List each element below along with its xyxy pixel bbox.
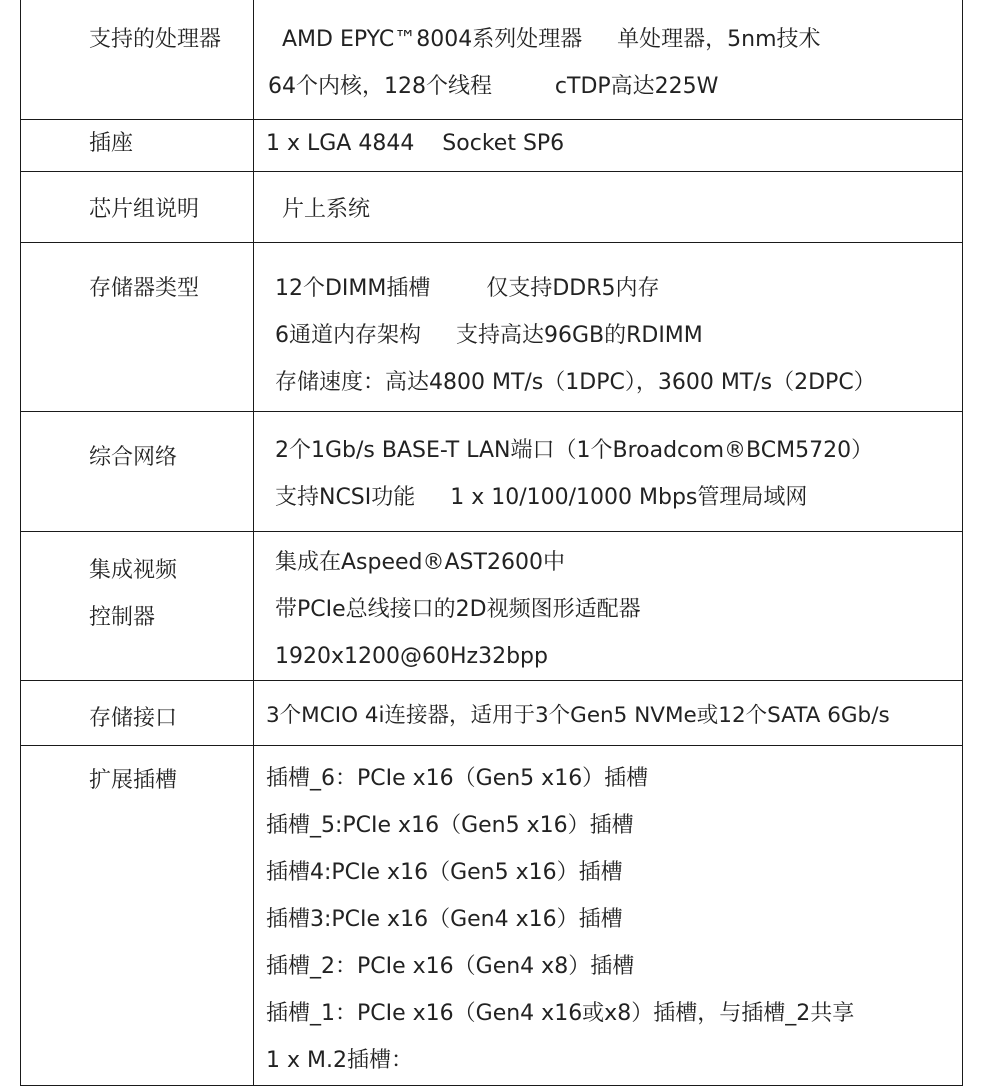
spec-value-cell [254, 681, 963, 746]
spec-row-memory [21, 243, 963, 412]
spec-row-network [21, 412, 963, 532]
spec-label-cell [21, 0, 254, 120]
spec-value-line: 12个DIMM插槽 仅支持DDR5内存 [268, 276, 660, 301]
spec-value-line: 1 x LGA 4844 Socket SP6 [266, 131, 565, 156]
spec-row-storage-interface [21, 681, 963, 746]
spec-value-line: 2个1Gb/s BASE-T LAN端口（1个Broadcom®BCM5720） [268, 438, 874, 463]
spec-value-cell [254, 0, 963, 120]
spec-value-line: 插槽4:PCIe x16（Gen5 x16）插槽 [266, 860, 623, 885]
spec-row-expansion [21, 746, 963, 1086]
spec-value-line: 1920x1200@60Hz32bpp [268, 644, 548, 669]
spec-label: 插座 [89, 131, 134, 156]
spec-value-cell [254, 412, 963, 532]
spec-label: 芯片组说明 [89, 197, 200, 222]
spec-label-cell [21, 412, 254, 532]
spec-row-chipset [21, 172, 963, 243]
spec-value-line: 支持NCSI功能 1 x 10/100/1000 Mbps管理局域网 [268, 485, 808, 510]
spec-label: 支持的处理器 [89, 27, 222, 52]
spec-row-video [21, 532, 963, 681]
spec-value-line: 集成在Aspeed®AST2600中 [268, 550, 565, 575]
spec-value-line: 带PCIe总线接口的2D视频图形适配器 [268, 597, 641, 622]
spec-value-line: 插槽_5:PCIe x16（Gen5 x16）插槽 [266, 813, 634, 838]
spec-value-cell [254, 243, 963, 412]
spec-table [20, 0, 963, 1086]
spec-value-line: 插槽_1：PCIe x16（Gen4 x16或x8）插槽，与插槽_2共享 [266, 1001, 855, 1026]
spec-label: 扩展插槽 [89, 768, 178, 793]
spec-value-cell [254, 746, 963, 1086]
spec-value-cell [254, 172, 963, 243]
spec-label-cell [21, 120, 254, 172]
spec-label: 控制器 [89, 605, 156, 630]
spec-value-line: 插槽_2：PCIe x16（Gen4 x8）插槽 [266, 954, 635, 979]
spec-label: 集成视频 [89, 558, 178, 583]
spec-label-cell [21, 243, 254, 412]
spec-label-cell [21, 681, 254, 746]
spec-value-line: 插槽3:PCIe x16（Gen4 x16）插槽 [266, 907, 623, 932]
spec-label: 综合网络 [89, 445, 178, 470]
spec-value-line: 存储速度：高达4800 MT/s（1DPC），3600 MT/s（2DPC） [268, 370, 876, 395]
spec-value-cell [254, 532, 963, 681]
spec-value-line: 插槽_6：PCIe x16（Gen5 x16）插槽 [266, 766, 649, 791]
spec-label-cell [21, 746, 254, 1086]
spec-value-line: 64个内核，128个线程 cTDP高达225W [268, 74, 719, 99]
spec-row-processor [21, 0, 963, 120]
spec-label-cell [21, 532, 254, 681]
spec-value-cell [254, 120, 963, 172]
spec-value-line: 3个MCIO 4i连接器，适用于3个Gen5 NVMe或12个SATA 6Gb/s [266, 703, 890, 728]
spec-label: 存储器类型 [89, 276, 200, 301]
spec-value-line: 6通道内存架构 支持高达96GB的RDIMM [268, 323, 703, 348]
spec-row-socket [21, 120, 963, 172]
spec-value-line: AMD EPYC™8004系列处理器 单处理器，5nm技术 [268, 27, 821, 52]
spec-label: 存储接口 [89, 706, 178, 731]
spec-value-line: 片上系统 [268, 197, 370, 222]
spec-label-cell [21, 172, 254, 243]
spec-value-line: 1 x M.2插槽： [266, 1048, 413, 1073]
